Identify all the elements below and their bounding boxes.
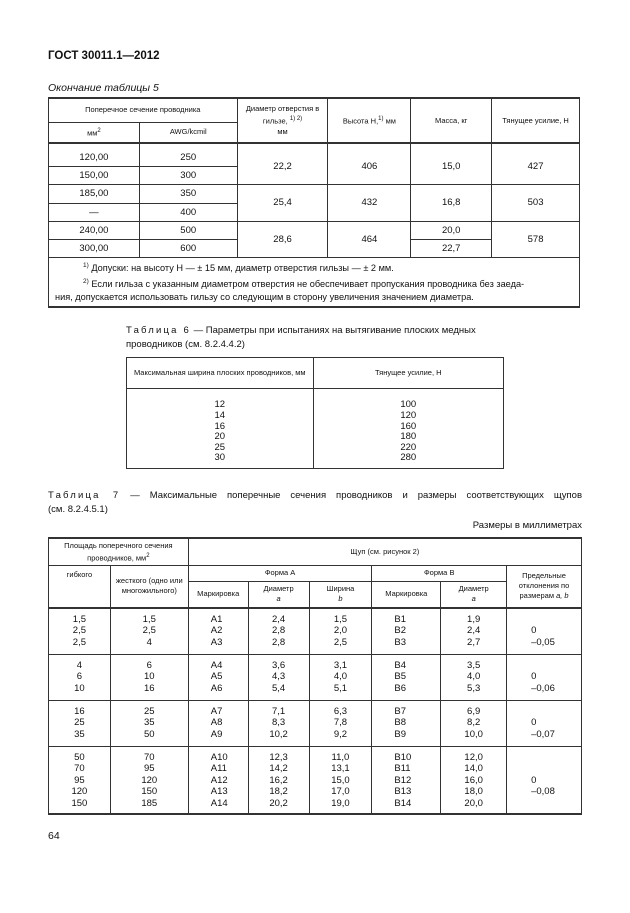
- t7-row-group: [49, 752, 582, 814]
- t7-mark-b-cell: B1 B2 B3: [372, 614, 441, 654]
- t5-mass: 22,7: [411, 239, 492, 257]
- t5-mm2: 150,00: [49, 166, 140, 184]
- t7-diam-a-cell: 3,6 4,3 5,4: [248, 660, 309, 700]
- t7-head-area: Площадь поперечного сечения проводников, $мм^2$: [49, 538, 189, 565]
- t7-row-group: [49, 660, 582, 700]
- table7: [48, 537, 582, 815]
- t7-flex-cell: 1,5 2,5 2,5: [49, 614, 111, 654]
- page-number: 64: [48, 830, 60, 842]
- t6-widths: 12 14 16 20 25 30: [127, 389, 314, 469]
- t7-head-marking-b: Маркировка: [372, 581, 441, 608]
- t5-head-diameter: Диаметр отверстия в гильзе, $^{1) 2)}$ мм: [237, 98, 328, 143]
- t5-height: 464: [328, 221, 411, 257]
- t7-head-rigid: жесткого (одно или многожильного): [110, 565, 188, 608]
- table6: [126, 357, 504, 469]
- t5-mass: 15,0: [411, 149, 492, 184]
- t7-flex-cell: 4 6 10: [49, 660, 111, 700]
- t7-flex-cell: 16 25 35: [49, 706, 111, 746]
- t7-tol-cell: 0 –0,08: [507, 752, 582, 814]
- t7-rigid-cell: 70 95 120 150 185: [110, 752, 188, 814]
- t7-width-a-cell: 3,1 4,0 5,1: [309, 660, 372, 700]
- t5-head-mm2: $мм^2$: [49, 122, 140, 143]
- t5-head-awg: AWG/kcmil: [139, 122, 237, 143]
- t7-tol-cell: 0 –0,05: [507, 614, 582, 654]
- t7-head-probe: Щуп (см. рисунок 2): [188, 538, 581, 565]
- t7-rigid-cell: 6 10 16: [110, 660, 188, 700]
- table7-units-note: Размеры в миллиметрах: [472, 520, 582, 531]
- t7-mark-a-cell: A10 A11 A12 A13 A14: [188, 752, 248, 814]
- t6-pulls: 100 120 160 180 220 280: [313, 389, 503, 469]
- t7-mark-b-cell: B7 B8 B9: [372, 706, 441, 746]
- t5-head-height: Высота H,$^{1)}$ мм: [328, 98, 411, 143]
- t7-diam-b-cell: 3,5 4,0 5,3: [441, 660, 507, 700]
- t5-notes: $^{1)}$ Допуски: на высоту H — ± 15 мм, диаметр отверстия гильзы — ± 2 мм. $^{2)}$ Если гильза с указанным диаметром отверстия не обеспечивает пропускания проводника без заеда- ния, допускается использовать гильзу со следующим в сторону увеличения значением диаметра.: [49, 257, 580, 307]
- t7-tol-cell: 0 –0,06: [507, 660, 582, 700]
- document-header: ГОСТ 30011.1—2012: [48, 50, 160, 62]
- t7-diam-b-cell: 12,0 14,0 16,0 18,0 20,0: [441, 752, 507, 814]
- t7-mark-a-cell: A7 A8 A9: [188, 706, 248, 746]
- t5-diameter: 22,2: [237, 149, 328, 184]
- t5-awg: 350: [139, 184, 237, 203]
- t5-head-cross-section: Поперечное сечение проводника: [49, 98, 238, 122]
- t7-mark-b-cell: B10 B11 B12 B13 B14: [372, 752, 441, 814]
- t5-mass: 16,8: [411, 184, 492, 221]
- t7-mark-a-cell: A4 A5 A6: [188, 660, 248, 700]
- table6-caption: Таблица 6 — Параметры при испытаниях на вытягивание плоских медных проводников (см. 8.2.4.4.2): [126, 325, 476, 350]
- t5-mm2: 185,00: [49, 184, 140, 203]
- t7-row-group: [49, 706, 582, 746]
- t5-mm2: —: [49, 203, 140, 221]
- t7-tol-cell: 0 –0,07: [507, 706, 582, 746]
- t5-awg: 250: [139, 149, 237, 166]
- table5: [48, 97, 580, 308]
- t7-diam-a-cell: 2,4 2,8 2,8: [248, 614, 309, 654]
- t5-awg: 500: [139, 221, 237, 239]
- t5-head-mass: Масса, кг: [411, 98, 492, 143]
- t5-awg: 300: [139, 166, 237, 184]
- t7-width-a-cell: 1,5 2,0 2,5: [309, 614, 372, 654]
- t5-awg: 400: [139, 203, 237, 221]
- t7-head-form-b: Форма В: [372, 565, 507, 581]
- t6-head-width: Максимальная ширина плоских проводников, мм: [127, 358, 314, 389]
- t5-mm2: 300,00: [49, 239, 140, 257]
- t7-head-limits: Предельные отклонения по размерам a, b: [507, 565, 582, 608]
- t7-flex-cell: 50 70 95 120 150: [49, 752, 111, 814]
- t5-diameter: 25,4: [237, 184, 328, 221]
- t5-awg: 600: [139, 239, 237, 257]
- t5-height: 432: [328, 184, 411, 221]
- t5-height: 406: [328, 149, 411, 184]
- t5-head-pull: Тянущее усилие, Н: [492, 98, 580, 143]
- t7-head-marking-a: Маркировка: [188, 581, 248, 608]
- t7-head-form-a: Форма А: [188, 565, 372, 581]
- t7-diam-b-cell: 1,9 2,4 2,7: [441, 614, 507, 654]
- t5-mass: 20,0: [411, 221, 492, 239]
- t7-mark-b-cell: B4 B5 B6: [372, 660, 441, 700]
- t7-row-group: [49, 614, 582, 654]
- t6-head-pull: Тянущее усилие, Н: [313, 358, 503, 389]
- t7-head-width-a: Ширина b: [309, 581, 372, 608]
- t7-diam-a-cell: 7,1 8,3 10,2: [248, 706, 309, 746]
- t7-head-flexible: гибкого: [49, 565, 111, 608]
- t5-pull: 427: [492, 149, 580, 184]
- t5-diameter: 28,6: [237, 221, 328, 257]
- t5-mm2: 240,00: [49, 221, 140, 239]
- t7-width-a-cell: 11,0 13,1 15,0 17,0 19,0: [309, 752, 372, 814]
- t7-rigid-cell: 25 35 50: [110, 706, 188, 746]
- t7-width-a-cell: 6,3 7,8 9,2: [309, 706, 372, 746]
- t7-rigid-cell: 1,5 2,5 4: [110, 614, 188, 654]
- table7-caption: Таблица 7 — Максимальные поперечные сечения проводников и размеры соответствующих щупов: [48, 490, 582, 501]
- t7-mark-a-cell: A1 A2 A3: [188, 614, 248, 654]
- t7-head-diam-a: Диаметр a: [248, 581, 309, 608]
- table5-caption: Окончание таблицы 5: [48, 82, 159, 94]
- t7-diam-a-cell: 12,3 14,2 16,2 18,2 20,2: [248, 752, 309, 814]
- t7-diam-b-cell: 6,9 8,2 10,0: [441, 706, 507, 746]
- t5-pull: 503: [492, 184, 580, 221]
- t5-pull: 578: [492, 221, 580, 257]
- table7-caption-line2: (см. 8.2.4.5.1): [48, 504, 108, 515]
- t5-mm2: 120,00: [49, 149, 140, 166]
- t7-head-diam-b: Диаметр a: [441, 581, 507, 608]
